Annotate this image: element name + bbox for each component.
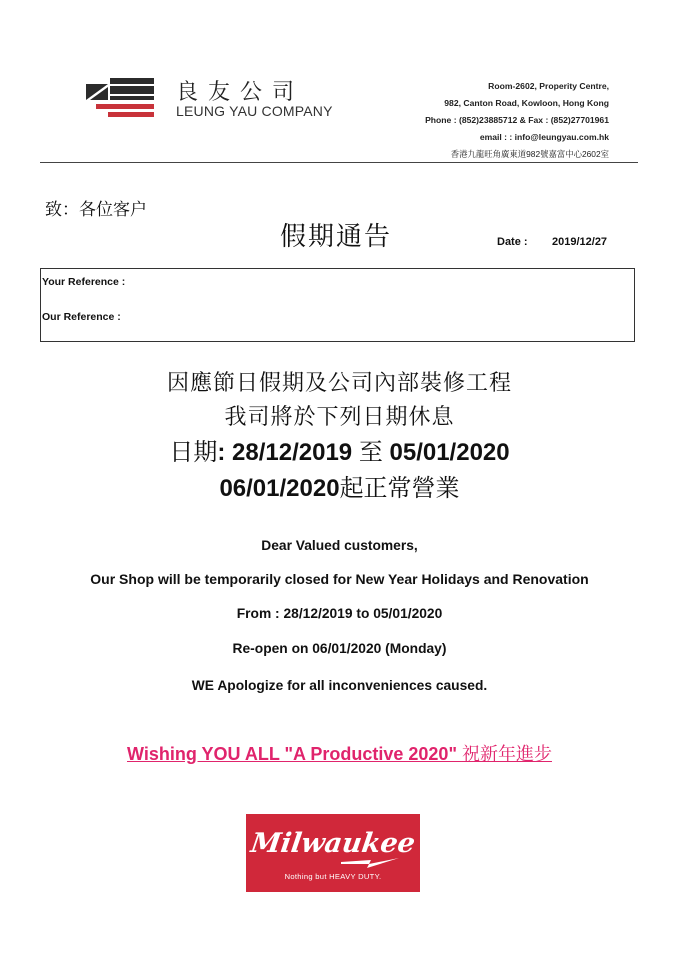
address-line-1: Room-2602, Properity Centre, — [488, 81, 609, 91]
cn-body-line-1: 因應節日假期及公司內部裝修工程 — [166, 370, 512, 395]
recipient-line: 致：各位客户 — [45, 200, 147, 219]
cn-to-word: 至 — [352, 439, 390, 466]
company-address-block — [349, 78, 609, 163]
phone-fax: Phone : (852)23885712 & Fax : (852)27701961 — [425, 115, 609, 125]
date-label: Date : — [497, 236, 528, 248]
cn-reopen-line — [0, 468, 679, 503]
en-greeting: Dear Valued customers, — [261, 538, 418, 553]
cn-closure-dates — [0, 432, 679, 467]
en-closure-notice: Our Shop will be temporarily closed for New Year Holidays and Renovation — [90, 571, 589, 587]
milwaukee-logo — [246, 814, 420, 892]
cn-dates-prefix: 日期 — [169, 439, 218, 466]
our-reference-label: Our Reference : — [42, 311, 121, 323]
date-value: 2019/12/27 — [552, 236, 608, 248]
milwaukee-wordmark: Milwaukee — [248, 828, 418, 859]
cn-end-date: 05/01/2020 — [389, 439, 510, 466]
en-apology: WE Apologize for all inconveniences caused. — [191, 678, 488, 693]
company-name-en: LEUNG YAU COMPANY — [176, 103, 333, 119]
address-line-2: 982, Canton Road, Kowloon, Hong Kong — [444, 98, 609, 108]
letterhead-divider — [40, 162, 638, 163]
company-name-cn: 良友公司 — [176, 79, 305, 104]
cn-body-line-2: 我司將於下列日期休息 — [224, 404, 455, 429]
address-cn: 香港九龍旺角廣東道982號嘉富中心2602室 — [450, 149, 609, 159]
your-reference-label: Your Reference : — [42, 276, 126, 288]
lightning-bolt-icon — [341, 856, 399, 870]
cn-start-date: : 28/12/2019 — [217, 439, 353, 466]
en-closure-dates: From : 28/12/2019 to 05/01/2020 — [236, 606, 443, 621]
email: email : : info@leungyau.com.hk — [479, 132, 609, 142]
cn-reopen-suffix: 起正常營業 — [339, 475, 460, 502]
greeting-cn: 祝新年進步 — [461, 744, 552, 764]
new-year-greeting — [0, 740, 679, 766]
cn-reopen-date: 06/01/2020 — [219, 475, 340, 502]
company-logo — [86, 78, 156, 122]
notice-title: 假期通告 — [280, 221, 393, 251]
milwaukee-tagline: Nothing but HEAVY DUTY. — [284, 872, 382, 881]
en-reopen-date: Re-open on 06/01/2020 (Monday) — [232, 641, 447, 656]
greeting-en: Wishing YOU ALL "A Productive 2020" — [127, 744, 462, 764]
reference-box — [40, 268, 635, 342]
